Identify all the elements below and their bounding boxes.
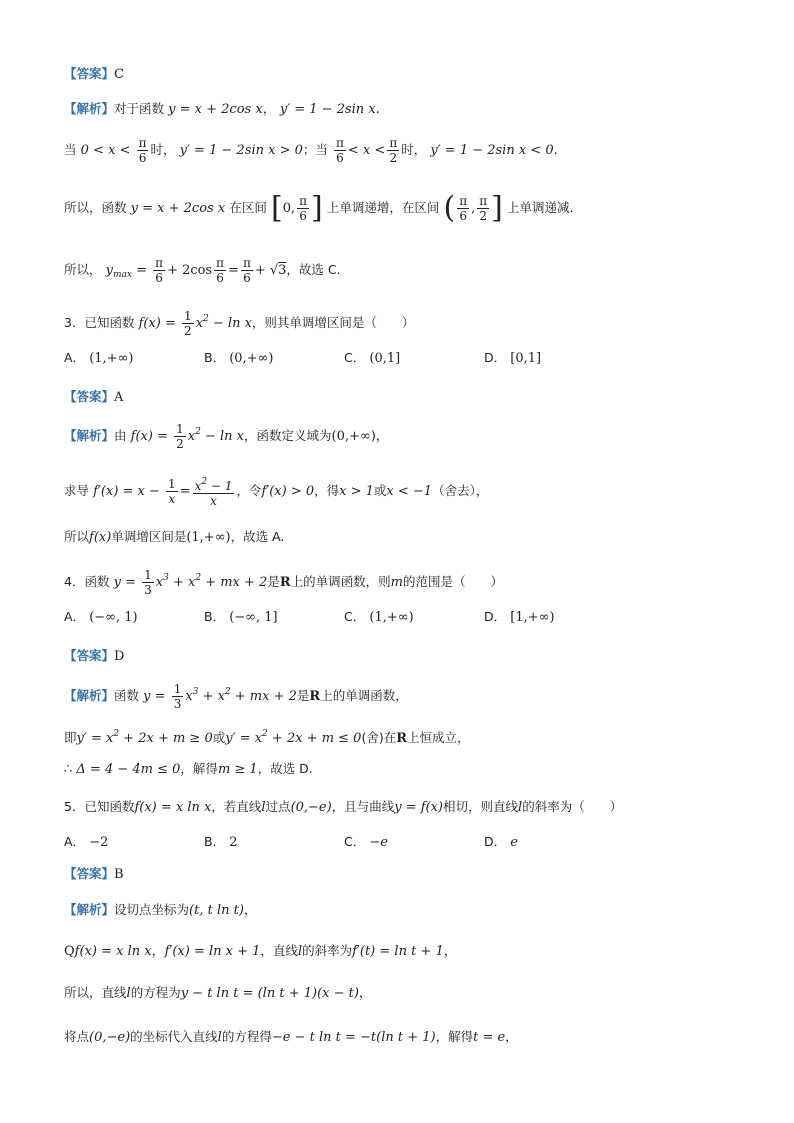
fraction: $\frac{\pi}{6}$ bbox=[336, 136, 344, 165]
math: y′ = 1 − 2sin x < 0 bbox=[430, 143, 554, 158]
question-5-stem: 5．已知函数f(x) = x ln x，若直线l过点(0,−e)，且与曲线y = f(x)相切，则直线l的斜率为（ ） bbox=[64, 799, 623, 815]
math: $y_{max}$ = bbox=[105, 263, 152, 280]
fraction: $\frac{\pi}{2}$ bbox=[479, 194, 488, 223]
question-4-stem: 4．函数 y = $\frac{1}{3}$ $x^3 + x^2$ + mx + 2是R上的单调函数，则m的范围是（ ） bbox=[64, 568, 503, 597]
q4-option-a: A． (−∞, 1) bbox=[64, 609, 138, 625]
q3-analysis-1: 【解析】由 f(x) = $\frac{1}{2}$ $x^2 - \ln x$，函数定义域为(0,+∞)， bbox=[64, 422, 389, 451]
question-3-stem: 3．已知函数 f(x) = $\frac{1}{2}$ $x^2 - \ln x$，则其单调增区间是（ ） bbox=[64, 309, 415, 338]
q3-option-c: C． (0,1] bbox=[344, 350, 401, 366]
q3-analysis-3: 所以f(x)单调增区间是(1,+∞)，故选 A. bbox=[64, 529, 285, 545]
fraction: $\frac{x^2 - 1}{x}$ bbox=[194, 477, 233, 508]
q5-analysis-3: 所以，直线l的方程为y − t ln t = (ln t + 1)(x − t)， bbox=[64, 985, 372, 1001]
q3-analysis-2: 求导 f′(x) = x − $\frac{1}{x}$ = $\frac{x^2 - 1}{x}$ ，令f′(x) > 0，得x > 1或x < −1（舍去）， bbox=[64, 477, 489, 508]
fraction: $\frac{\pi}{6}$ bbox=[138, 136, 147, 165]
q5-answer: 【答案】B bbox=[64, 866, 124, 882]
q5-analysis-2: Qf(x) = x ln x，f′(x) = ln x + 1，直线l的斜率为f′(t) = ln t + 1， bbox=[64, 943, 457, 959]
q4-option-c: C． (1,+∞) bbox=[344, 609, 414, 625]
answer-value: C bbox=[114, 67, 124, 82]
q5-option-d: D． e bbox=[484, 834, 518, 850]
fraction: $\frac{\pi}{6}$ bbox=[459, 194, 468, 223]
math: 0 < x < bbox=[80, 143, 135, 158]
fraction: $\frac{1}{3}$ bbox=[144, 568, 152, 597]
math: y = x + 2cos x bbox=[130, 201, 226, 216]
analysis-tag: 【解析】 bbox=[64, 101, 115, 116]
q3-option-d: D． [0,1] bbox=[484, 350, 542, 366]
math: y = x + 2cos x bbox=[168, 102, 263, 117]
q5-option-c: C． −e bbox=[344, 834, 388, 850]
q3-answer: 【答案】A bbox=[64, 389, 124, 405]
fraction: $\frac{\pi}{6}$ bbox=[242, 256, 251, 285]
fraction: $\frac{1}{2}$ bbox=[176, 422, 184, 451]
fraction: $\frac{1}{x}$ bbox=[168, 477, 176, 506]
q5-analysis-4: 将点(0,−e)的坐标代入直线l的方程得−e − t ln t = −t(ln t + 1)，解得t = e， bbox=[64, 1029, 519, 1045]
q5-option-a: A． −2 bbox=[64, 834, 109, 850]
analysis-line-2: 当 0 < x < $\frac{\pi}{6}$ 时， y′ = 1 − 2sin x > 0；当 $\frac{\pi}{6}$ < x < $\frac{\pi}{2}$ 时， y′ = 1 − 2sin x < 0. bbox=[64, 136, 558, 165]
q4-option-b: B． (−∞, 1] bbox=[204, 609, 278, 625]
q5-analysis-1: 【解析】设切点坐标为(t, t ln t)， bbox=[64, 902, 257, 918]
q4-analysis-2: 即$y' = x^2 + 2x + m \ge 0$或$y' = x^2 + 2x + m \le 0$(舍)在R上恒成立， bbox=[64, 729, 470, 746]
q4-answer: 【答案】D bbox=[64, 648, 125, 664]
fraction: $\frac{\pi}{6}$ bbox=[155, 256, 164, 285]
q4-analysis-3: ∴ Δ = 4 − 4m ≤ 0，解得m ≥ 1，故选 D. bbox=[64, 761, 313, 777]
fraction: $\frac{1}{3}$ bbox=[173, 682, 182, 711]
math: f(x) = bbox=[138, 316, 181, 331]
q4-option-d: D． [1,+∞) bbox=[484, 609, 555, 625]
analysis-line-1: 【解析】对于函数 y = x + 2cos x， y′ = 1 − 2sin x. bbox=[64, 101, 380, 117]
q4-analysis-1: 【解析】函数 y = $\frac{1}{3}$ $x^3 + x^2$ + mx + 2是R上的单调函数， bbox=[64, 682, 408, 711]
analysis-line-3: 所以，函数 y = x + 2cos x 在区间 [0, $\frac{\pi}{6}$ ] 上单调递增，在区间 ( $\frac{\pi}{6}$ , $\frac{\pi}{2}$ ] 上单调递减. bbox=[64, 190, 574, 226]
q5-option-b: B． 2 bbox=[204, 834, 238, 850]
q3-option-a: A． (1,+∞) bbox=[64, 350, 134, 366]
fraction: $\frac{1}{2}$ bbox=[184, 309, 192, 338]
answer-line-1 bbox=[64, 64, 124, 85]
analysis-line-4: 所以， $y_{max}$ = $\frac{\pi}{6}$ + 2cos $\frac{\pi}{6}$ = $\frac{\pi}{6}$ + √3，故选 C. bbox=[64, 256, 341, 285]
math: y′ = 1 − 2sin x > 0 bbox=[179, 143, 303, 158]
answer-tag: 【答案】 bbox=[64, 66, 115, 81]
fraction: $\frac{\pi}{2}$ bbox=[389, 136, 398, 165]
fraction: $\frac{\pi}{6}$ bbox=[216, 256, 225, 285]
math: y′ = 1 − 2sin x bbox=[279, 102, 376, 117]
fraction: $\frac{\pi}{6}$ bbox=[299, 194, 307, 223]
q3-option-b: B． (0,+∞) bbox=[204, 350, 274, 366]
